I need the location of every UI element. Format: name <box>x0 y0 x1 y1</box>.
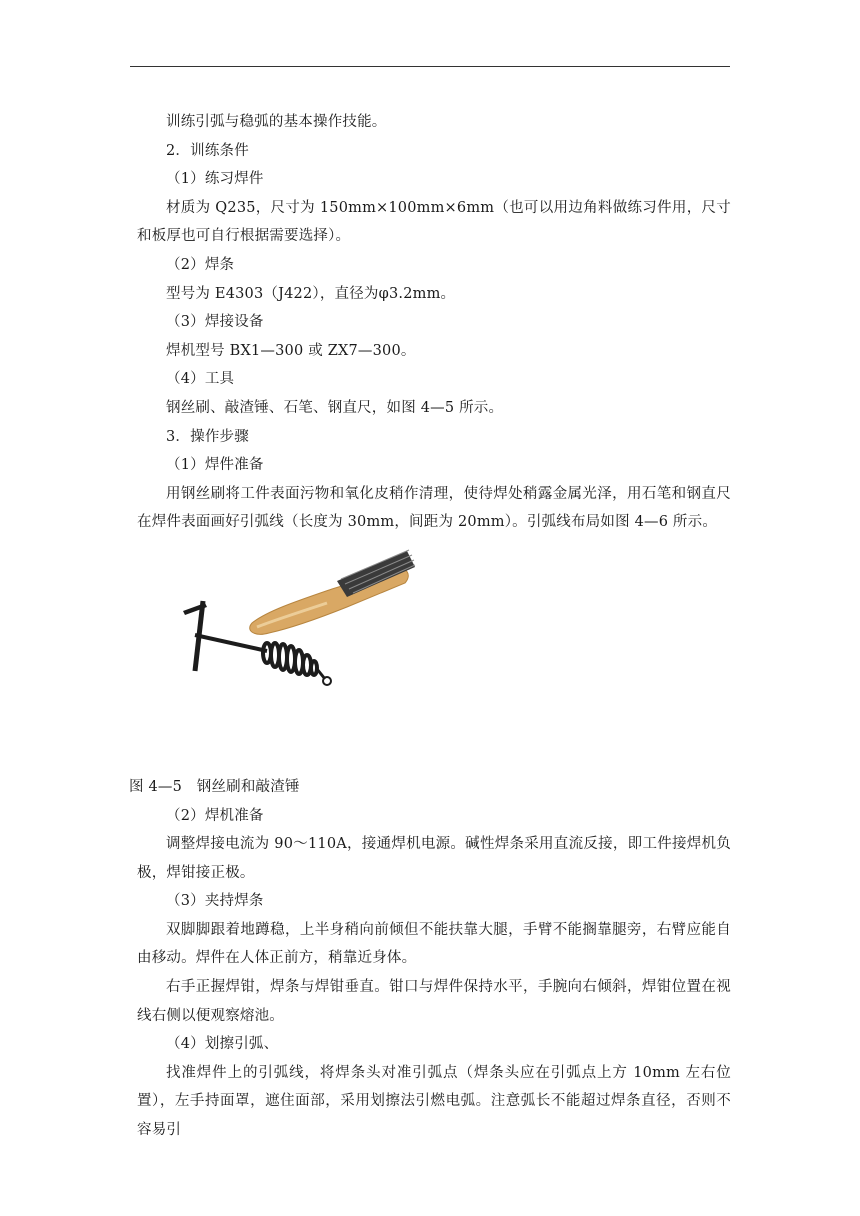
figure-caption: 图 4—5 钢丝刷和敲渣锤 <box>129 778 300 795</box>
paragraph: 用钢丝刷将工件表面污物和氧化皮稍作清理，使待焊处稍露金属光泽，用石笔和钢直尺在焊件表面画好引弧线（长度为 30mm，间距为 20mm）。引弧线布局如图 4—6 所示。 <box>137 485 731 531</box>
section-bottom <box>137 802 731 1145</box>
document-body <box>129 108 731 1145</box>
figure-4-5 <box>137 541 731 773</box>
subheading: （2）焊条 <box>166 256 235 273</box>
subheading: （4）工具 <box>166 371 235 388</box>
paragraph: 材质为 Q235，尺寸为 150mm×100mm×6mm（也可以用边角料做练习件用，尺寸和板厚也可自行根据需要选择）。 <box>137 199 731 245</box>
section-heading: 2．训练条件 <box>166 142 249 159</box>
subheading: （2）焊机准备 <box>166 807 264 824</box>
wire-brush-icon <box>250 550 415 634</box>
paragraph: 钢丝刷、敲渣锤、石笔、钢直尺，如图 4—5 所示。 <box>166 399 504 416</box>
subheading: （3）夹持焊条 <box>166 893 264 910</box>
subheading: （1）练习焊件 <box>166 171 264 188</box>
section-heading: 3．操作步骤 <box>166 428 249 445</box>
section-top <box>137 108 731 537</box>
paragraph: 双脚脚跟着地蹲稳，上半身稍向前倾但不能扶靠大腿，手臂不能搁靠腿旁，右臂应能自由移动。焊件在人体正前方，稍靠近身体。 <box>137 921 731 967</box>
paragraph: 找准焊件上的引弧线，将焊条头对准引弧点（焊条头应在引弧点上方 10mm 左右位置），左手持面罩，遮住面部，采用划擦法引燃电弧。注意弧长不能超过焊条直径，否则不容易引 <box>137 1064 731 1139</box>
paragraph: 右手正握焊钳，焊条与焊钳垂直。钳口与焊件保持水平，手腕向右倾斜，焊钳位置在视线右侧以便观察熔池。 <box>137 979 731 1024</box>
subheading: （4）划擦引弧、 <box>166 1036 279 1053</box>
paragraph: 调整焊接电流为 90～110A，接通焊机电源。碱性焊条采用直流反接，即工件接焊机负极，焊钳接正极。 <box>137 836 731 881</box>
brush-and-hammer-image <box>157 541 417 721</box>
paragraph: 焊机型号 BX1—300 或 ZX7—300。 <box>166 342 416 359</box>
subheading: （3）焊接设备 <box>166 314 264 331</box>
paragraph: 训练引弧与稳弧的基本操作技能。 <box>166 114 387 130</box>
subheading: （1）焊件准备 <box>166 457 264 474</box>
paragraph: 型号为 E4303（J422），直径为φ3.2mm。 <box>166 285 456 302</box>
header-rule <box>130 66 730 67</box>
